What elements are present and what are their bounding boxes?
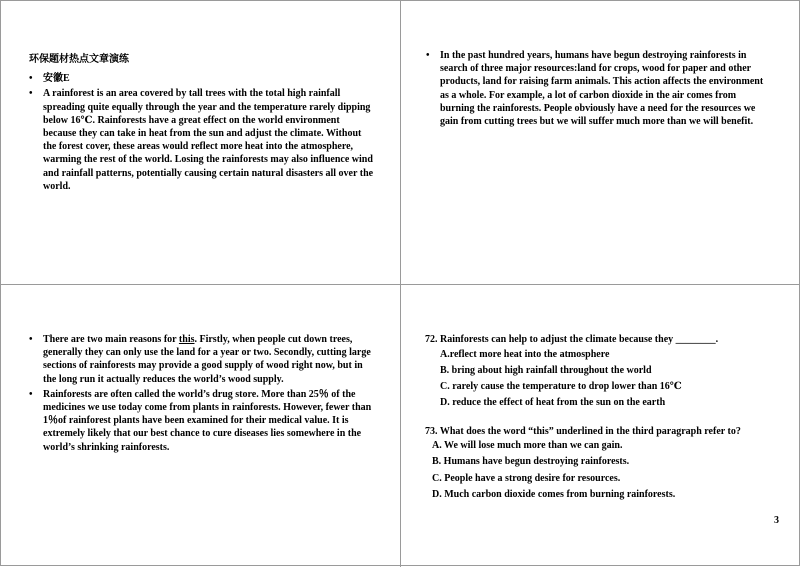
bullet-icon: •	[29, 388, 33, 400]
panel-bottom-left	[29, 333, 377, 456]
question-72	[425, 333, 790, 410]
option-b: B. bring about high rainfall throughout the world	[440, 364, 652, 376]
item-text-after: . Firstly, when people cut down trees, generally they can only use the land for a year or two. Secondly, cutting large sections of rainforests may provide a good supply of wood right now, but in the long run it actually reduces the world’s wood supply.	[43, 334, 371, 385]
option-a: A.reflect more heat into the atmosphere	[440, 348, 610, 360]
option-c: C. People have a strong desire for resources.	[432, 472, 621, 484]
option-c: C. rarely cause the temperature to drop lower than 16℃	[440, 381, 682, 393]
question-stem: 73. What does the word “this” underlined in the third paragraph refer to?	[425, 425, 741, 437]
panel-bottom-right	[425, 333, 790, 504]
item-text: A rainforest is an area covered by tall trees with the total high rainfall spreading quite equally through the year and the temperature rarely dipping below 16℃. Rainforests have a great effect on the world environment because they can take in heat from the sun and adjust the climate. Without the forest cover, these areas would reflect more heat into the atmosphere, warming the rest of the world. Losing the rainforests may also influence wind and rainfall patterns, potentially causing certain natural disasters all over the world.	[43, 88, 374, 192]
list-item	[29, 388, 377, 454]
panel-top-left	[29, 53, 374, 195]
question-stem: 72. Rainforests can help to adjust the climate because they ________.	[425, 334, 719, 345]
item-text-before: There are two main reasons for	[43, 334, 179, 345]
list-item	[426, 49, 771, 128]
option-d: D. Much carbon dioxide comes from burning rainforests.	[432, 488, 676, 500]
bullet-icon: •	[29, 88, 33, 100]
item-text: Rainforests are often called the world’s drug store. More than 25％ of the medicines we use today come from plants in rainforests. However, fewer than 1％of rainforest plants have been examined for their medical value. It is extremely likely that our best chance to cure diseases lies somewhere in the world’s shrinking rainforests.	[43, 388, 372, 453]
item-text: In the past hundred years, humans have begun destroying rainforests in search of three major resources:land for crops, wood for paper and other products, land for raising farm animals. This action affects the environment as a whole. For example, a lot of carbon dioxide in the air comes from burning the rainforests. People obviously have a need for the resources we gain from cutting trees but we will suffer much more than we will benefit.	[440, 50, 764, 128]
list-item	[29, 87, 374, 193]
bullet-icon: •	[426, 50, 430, 61]
horizontal-divider	[1, 284, 800, 285]
list-item	[29, 333, 377, 386]
question-73	[425, 425, 790, 502]
option-a: A. We will lose much more than we can gain.	[432, 440, 623, 452]
page-number: 3	[774, 515, 779, 526]
bullet-icon: •	[29, 73, 33, 85]
underlined-word: this	[178, 334, 195, 345]
option-b: B. Humans have begun destroying rainforests.	[432, 456, 630, 468]
bullet-icon: •	[29, 334, 33, 345]
bullet-list	[426, 49, 771, 128]
section-heading: 环保题材热点文章演练	[29, 54, 129, 65]
item-text: 安徽E	[43, 73, 70, 85]
panel-top-right	[426, 49, 771, 130]
option-d: D. reduce the effect of heat from the sun on the earth	[440, 397, 666, 409]
bullet-list	[29, 72, 374, 193]
bullet-list	[29, 333, 377, 454]
list-item	[29, 72, 374, 85]
